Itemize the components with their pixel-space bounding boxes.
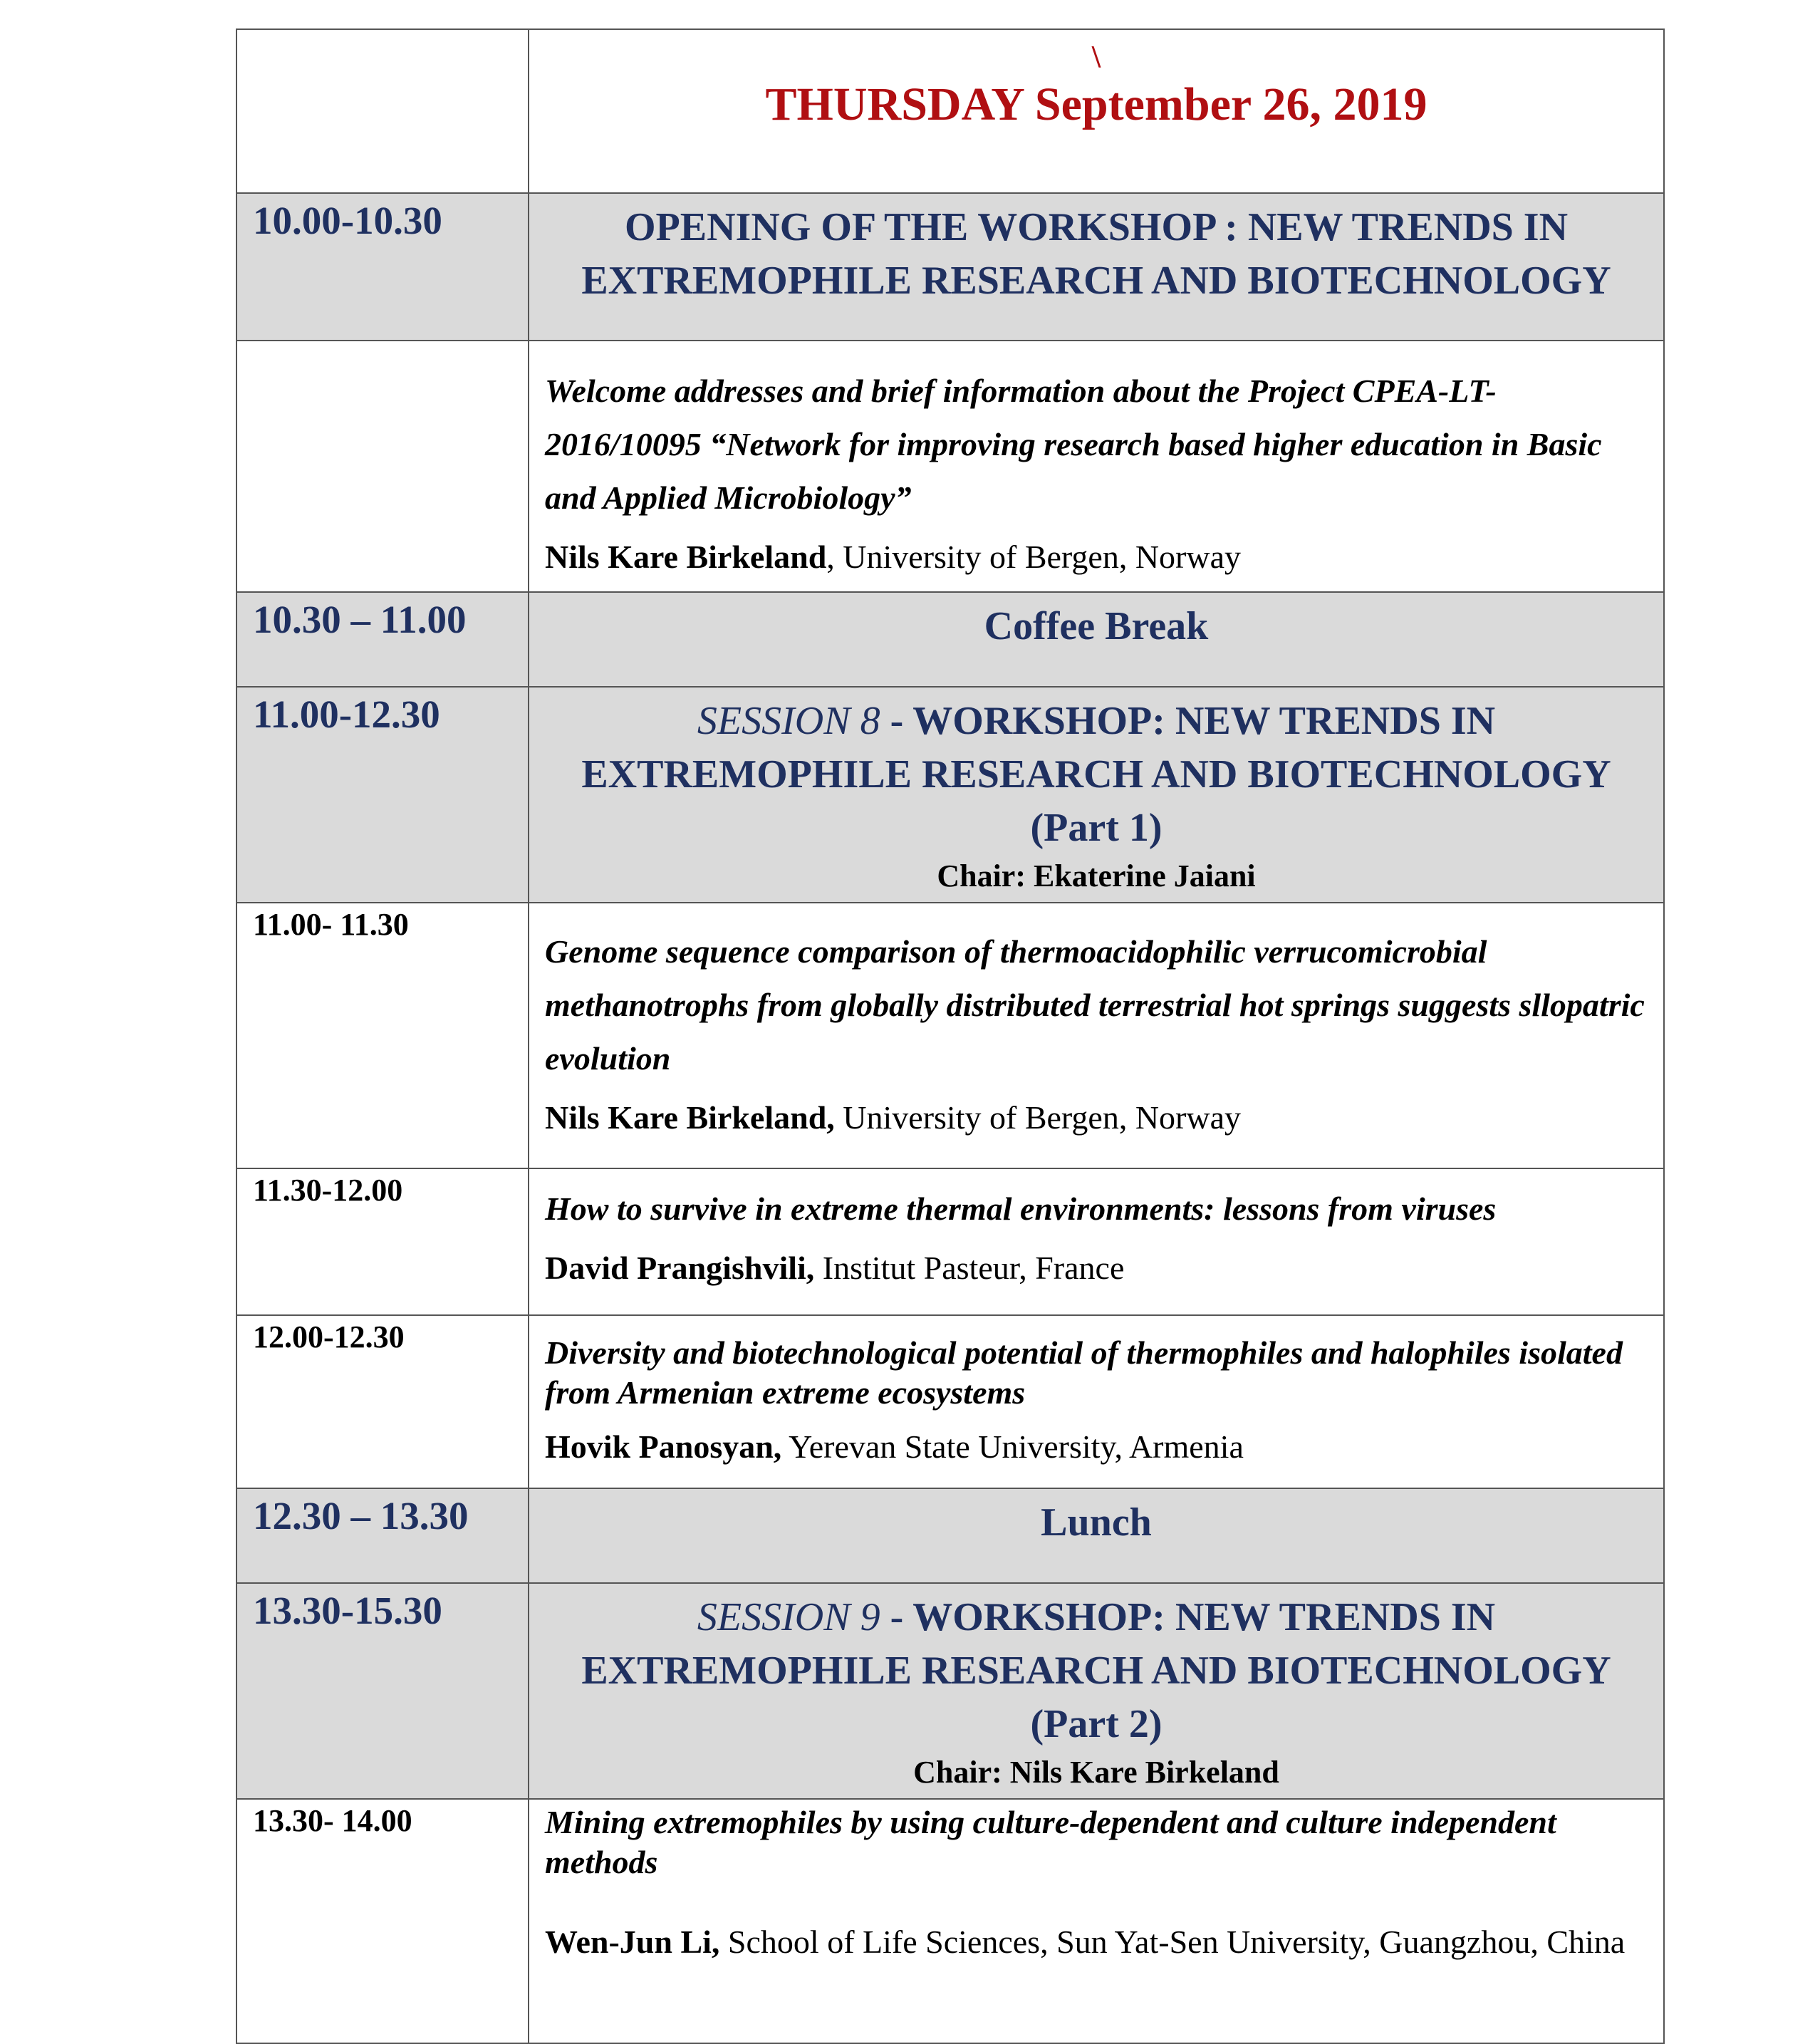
speaker-name: Nils Kare Birkeland [545,539,827,575]
opening-banner [529,194,1663,308]
session9-time: 13.30-15.30 [253,1589,442,1632]
speaker-affiliation: Yerevan State University, Armenia [781,1428,1244,1465]
welcome-row [236,341,1664,592]
program-table [236,28,1665,2044]
header-empty-cell [236,29,529,193]
coffee-time-cell [236,592,529,687]
session9-chair: Chair: Nils Kare Birkeland [913,1755,1279,1790]
lunch-time-cell [236,1488,529,1583]
talk-speaker [545,1922,1646,1962]
talk-row [236,1168,1664,1315]
talk-cell [529,903,1664,1168]
coffee-row [236,592,1664,687]
session8-cell [529,687,1664,903]
session8-banner [529,688,1663,855]
talk-cell [529,1315,1664,1488]
talk-time-cell [236,903,529,1168]
speaker-name: Hovik Panosyan, [545,1428,782,1465]
talk-cell [529,1168,1664,1315]
session9-part: (Part 2) [1030,1702,1163,1746]
speaker-affiliation: School of Life Sciences, Sun Yat-Sen University, Guangzhou, China [719,1924,1626,1960]
speaker-name: Nils Kare Birkeland, [545,1099,835,1136]
talk-cell [529,1799,1664,2043]
lunch-time: 12.30 – 13.30 [253,1494,469,1537]
talk-title: Genome sequence comparison of thermoacidophilic verrucomicrobial methanotrophs from globally distributed terrestrial hot springs suggests sllopatric evolution [545,933,1645,1077]
session9-label: SESSION 9 [697,1595,880,1639]
opening-cell [529,193,1664,341]
talk-speaker [545,1427,1646,1467]
session9-line-2: EXTREMOPHILE RESEARCH AND BIOTECHNOLOGY [581,1649,1611,1693]
opening-row [236,193,1664,341]
welcome-speaker [545,537,1646,577]
talk-time-cell [236,1168,529,1315]
opening-line-2: EXTREMOPHILE RESEARCH AND BIOTECHNOLOGY [581,259,1611,303]
session8-chair: Chair: Ekaterine Jaiani [937,858,1256,893]
session8-time-cell [236,687,529,903]
session8-part: (Part 1) [1030,806,1163,850]
talk-time: 13.30- 14.00 [253,1803,412,1838]
speaker-affiliation: Institut Pasteur, France [814,1250,1125,1286]
session9-line-1-rest: - WORKSHOP: NEW TRENDS IN [880,1595,1496,1639]
talk-speaker [545,1248,1646,1288]
talk-title: Diversity and biotechnological potential of thermophiles and halophiles isolated from Armenian extreme ecosystems [545,1334,1623,1411]
day-title: THURSDAY September 26, 2019 [765,78,1427,130]
session9-cell [529,1583,1664,1799]
talk-title: Mining extremophiles by using culture-dependent and culture independent methods [545,1804,1556,1880]
talk-row [236,903,1664,1168]
session8-line-1 [536,695,1656,748]
header-cell [529,29,1664,193]
talk-time: 11.00- 11.30 [253,907,409,942]
speaker-name: David Prangishvili, [545,1250,815,1286]
talk-row [236,1799,1664,2043]
session9-line-1 [536,1591,1656,1644]
lunch-row [236,1488,1664,1583]
talk-title: How to survive in extreme thermal environments: lessons from viruses [545,1190,1497,1227]
session8-line-2: EXTREMOPHILE RESEARCH AND BIOTECHNOLOGY [581,752,1611,797]
session8-row [236,687,1664,903]
session8-time: 11.00-12.30 [253,692,440,736]
talk-row [236,1315,1664,1488]
speaker-affiliation: University of Bergen, Norway [834,1099,1241,1136]
lunch-cell [529,1488,1664,1583]
welcome-time-cell [236,341,529,592]
talk-time-cell [236,1799,529,2043]
session9-banner [529,1584,1663,1751]
lunch-label: Lunch [1041,1500,1152,1545]
talk-time: 11.30-12.00 [253,1173,403,1208]
welcome-cell [529,341,1664,592]
session8-label: SESSION 8 [697,699,880,743]
session8-line-1-rest: - WORKSHOP: NEW TRENDS IN [880,699,1496,743]
coffee-time: 10.30 – 11.00 [253,598,467,641]
welcome-title: Welcome addresses and brief information about the Project CPEA-LT-2016/10095 “Network for improving research based higher education in Basic and Applied Microbiology” [545,373,1602,516]
coffee-label: Coffee Break [984,604,1209,648]
opening-time-cell [236,193,529,341]
header-row [236,29,1664,193]
opening-time: 10.00-10.30 [253,199,442,242]
session9-row [236,1583,1664,1799]
speaker-name: Wen-Jun Li, [545,1924,720,1960]
talk-time: 12.00-12.30 [253,1319,405,1354]
speaker-affiliation: , University of Bergen, Norway [826,539,1241,575]
coffee-cell [529,592,1664,687]
session9-time-cell [236,1583,529,1799]
header-mark: \ [1091,39,1101,74]
talk-speaker [545,1098,1646,1138]
talk-time-cell [236,1315,529,1488]
opening-line-1: OPENING OF THE WORKSHOP : NEW TRENDS IN [624,205,1569,249]
